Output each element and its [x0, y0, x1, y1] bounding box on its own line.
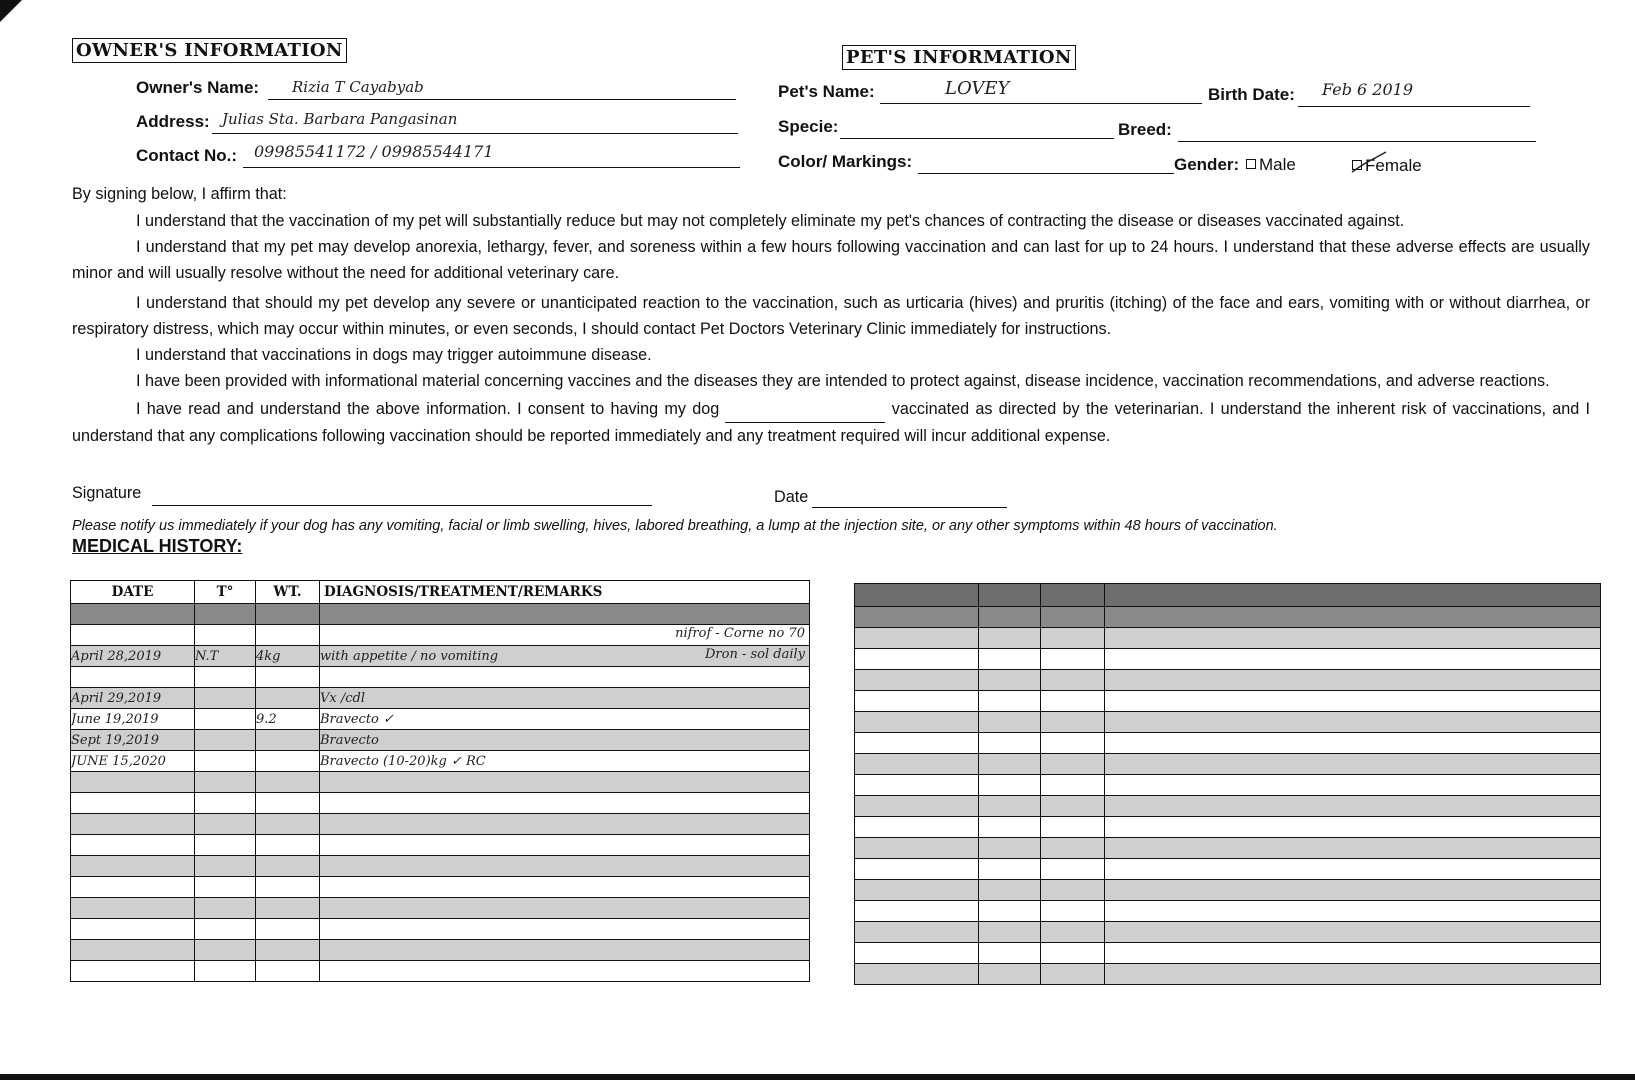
weight-cell[interactable] — [256, 877, 320, 898]
table-row — [71, 898, 810, 919]
temp-cell[interactable] — [195, 919, 256, 940]
pet-name-value[interactable]: LOVEY — [945, 78, 1010, 99]
blank-cell[interactable] — [979, 796, 1041, 817]
blank-cell[interactable] — [1041, 670, 1105, 691]
table-row — [855, 880, 1601, 901]
table-row — [71, 961, 810, 982]
table-row — [71, 646, 810, 667]
table-row — [71, 835, 810, 856]
date-cell[interactable] — [71, 835, 195, 856]
blank-cell[interactable] — [855, 922, 979, 943]
blank-cell[interactable] — [979, 964, 1041, 985]
blank-cell[interactable] — [855, 607, 979, 628]
remarks-cell[interactable]: Vx /cdl — [320, 688, 810, 709]
blank-cell[interactable] — [1041, 838, 1105, 859]
scan-corner — [0, 0, 22, 22]
table-row — [71, 625, 810, 646]
table-row — [855, 670, 1601, 691]
weight-cell[interactable]: 4kg — [256, 646, 320, 667]
temp-cell[interactable] — [195, 793, 256, 814]
consent-p1: I understand that the vaccination of my pet will substantially reduce but may not completely eliminate my pet's chances of contracting the disease or diseases vaccinated against. — [136, 212, 1405, 230]
blank-cell[interactable] — [855, 754, 979, 775]
consent-p6 — [72, 396, 1590, 449]
blank-cell[interactable] — [1105, 628, 1601, 649]
table-row — [855, 733, 1601, 754]
blank-cell[interactable] — [1105, 859, 1601, 880]
date-cell[interactable]: April 28,2019 — [71, 646, 195, 667]
table-row — [71, 751, 810, 772]
weight-cell[interactable] — [256, 625, 320, 646]
consent-p4: I understand that vaccinations in dogs may trigger autoimmune disease. — [136, 346, 652, 364]
table-row — [71, 772, 810, 793]
remarks-cell[interactable] — [320, 604, 810, 625]
table-row — [855, 712, 1601, 733]
blank-cell[interactable] — [855, 943, 979, 964]
blank-cell[interactable] — [979, 670, 1041, 691]
table-row — [71, 730, 810, 751]
blank-cell[interactable] — [1041, 943, 1105, 964]
table-row — [855, 775, 1601, 796]
consent-text — [72, 181, 1590, 449]
col-header-date: DATE — [71, 581, 195, 604]
blank-cell[interactable] — [1041, 880, 1105, 901]
blank-cell[interactable] — [1041, 691, 1105, 712]
col-header-blank — [1041, 584, 1105, 607]
remarks-cell[interactable] — [320, 772, 810, 793]
address-label: Address: — [136, 112, 210, 131]
date-cell[interactable]: JUNE 15,2020 — [71, 751, 195, 772]
col-header-blank — [855, 584, 979, 607]
temp-cell[interactable] — [195, 772, 256, 793]
date-cell[interactable] — [71, 604, 195, 625]
date-cell[interactable]: June 19,2019 — [71, 709, 195, 730]
birth-date-label: Birth Date: — [1208, 85, 1295, 104]
table-row — [71, 940, 810, 961]
table-row — [71, 814, 810, 835]
blank-cell[interactable] — [979, 880, 1041, 901]
date-cell[interactable] — [71, 898, 195, 919]
specie-line — [840, 138, 1114, 139]
blank-cell[interactable] — [979, 922, 1041, 943]
blank-cell[interactable] — [1105, 943, 1601, 964]
blank-cell[interactable] — [855, 838, 979, 859]
blank-cell[interactable] — [1105, 691, 1601, 712]
medical-history-heading: MEDICAL HISTORY: — [72, 536, 243, 556]
weight-cell[interactable] — [256, 751, 320, 772]
pet-name-line — [880, 103, 1202, 104]
gender-male-option[interactable] — [1242, 155, 1296, 175]
temp-cell[interactable] — [195, 709, 256, 730]
remarks-cell[interactable] — [320, 793, 810, 814]
blank-cell[interactable] — [855, 859, 979, 880]
dog-name-blank[interactable] — [725, 396, 885, 423]
remarks-extra-note: Dron - sol daily — [704, 647, 805, 662]
temp-cell[interactable] — [195, 751, 256, 772]
temp-cell[interactable] — [195, 814, 256, 835]
table-row — [855, 817, 1601, 838]
date-cell[interactable] — [71, 772, 195, 793]
blank-cell[interactable] — [855, 733, 979, 754]
date-cell[interactable]: April 29,2019 — [71, 688, 195, 709]
weight-cell[interactable] — [256, 604, 320, 625]
breed-line — [1178, 141, 1536, 142]
remarks-cell[interactable] — [320, 646, 810, 667]
remarks-cell[interactable] — [320, 940, 810, 961]
date-cell[interactable] — [71, 877, 195, 898]
weight-cell[interactable] — [256, 940, 320, 961]
date-label: Date — [774, 488, 809, 506]
gender-label: Gender: — [1174, 155, 1240, 174]
temp-cell[interactable] — [195, 835, 256, 856]
gender-female-option[interactable] — [1348, 156, 1422, 176]
remarks-cell[interactable] — [320, 877, 810, 898]
weight-cell[interactable] — [256, 814, 320, 835]
color-line — [918, 173, 1174, 174]
gender-female-label: Female — [1365, 156, 1422, 175]
blank-cell[interactable] — [1105, 754, 1601, 775]
blank-cell[interactable] — [979, 607, 1041, 628]
table-row — [71, 793, 810, 814]
table-row — [855, 922, 1601, 943]
blank-cell[interactable] — [979, 775, 1041, 796]
blank-cell[interactable] — [855, 796, 979, 817]
color-label: Color/ Markings: — [778, 152, 913, 171]
consent-p6-end: vaccinated as directed by the veterinarian. I understand the inherent risk of vaccinations, and I understand that any complications following vaccination should be reported immediately and any treatment required will incur additional expense. — [72, 400, 1591, 445]
blank-cell[interactable] — [1105, 670, 1601, 691]
contact-label: Contact No.: — [136, 146, 238, 165]
date-cell[interactable] — [71, 961, 195, 982]
blank-cell[interactable] — [855, 691, 979, 712]
weight-cell[interactable] — [256, 667, 320, 688]
date-cell[interactable] — [71, 940, 195, 961]
col-header-blank — [979, 584, 1041, 607]
date-cell[interactable] — [71, 919, 195, 940]
breed-label: Breed: — [1118, 120, 1172, 139]
blank-cell[interactable] — [1041, 733, 1105, 754]
pet-heading: PET'S INFORMATION — [842, 45, 1076, 70]
temp-cell[interactable] — [195, 730, 256, 751]
pet-name-label: Pet's Name: — [778, 82, 875, 101]
table-row — [855, 964, 1601, 985]
remarks-cell[interactable] — [320, 961, 810, 982]
blank-cell[interactable] — [1105, 775, 1601, 796]
owner-name-value[interactable]: Rizia T Cayabyab — [292, 78, 424, 96]
consent-p2: I understand that my pet may develop anorexia, lethargy, fever, and soreness within a few hours following vaccination and can last for up to 24 hours. I understand that these adverse effects are usually minor and will usually resolve without the need for additional veterinary care. — [72, 238, 1590, 282]
col-header-temp: T° — [195, 581, 256, 604]
weight-cell[interactable]: 9.2 — [256, 709, 320, 730]
consent-p3: I understand that should my pet develop any severe or unanticipated reaction to the vaccination, such as urticaria (hives) and pruritis (itching) of the face and ears, vomiting with or without diarrhea, or respiratory distress, which may occur within minutes, or even seconds, I should contact Pet Doctors Veterinary Clinic immediately for instructions. — [72, 294, 1590, 338]
blank-cell[interactable] — [979, 859, 1041, 880]
date-cell[interactable] — [71, 625, 195, 646]
blank-cell[interactable] — [855, 712, 979, 733]
medical-history-table-left — [70, 580, 810, 982]
table-row — [71, 688, 810, 709]
table-row — [855, 901, 1601, 922]
table-row — [855, 607, 1601, 628]
table-row — [71, 856, 810, 877]
contact-value[interactable]: 09985541172 / 09985544171 — [254, 142, 494, 161]
blank-cell[interactable] — [979, 649, 1041, 670]
blank-cell[interactable] — [855, 628, 979, 649]
blank-cell[interactable] — [1041, 859, 1105, 880]
blank-cell[interactable] — [855, 649, 979, 670]
table-row — [71, 604, 810, 625]
table-row — [855, 796, 1601, 817]
blank-cell[interactable] — [1105, 922, 1601, 943]
table-row — [71, 709, 810, 730]
date-cell[interactable] — [71, 667, 195, 688]
blank-cell[interactable] — [1105, 838, 1601, 859]
blank-cell[interactable] — [979, 691, 1041, 712]
owner-heading: OWNER'S INFORMATION — [72, 38, 347, 63]
blank-cell[interactable] — [1105, 880, 1601, 901]
blank-cell[interactable] — [1041, 901, 1105, 922]
date-line[interactable] — [812, 507, 1007, 508]
gender-male-label: Male — [1259, 155, 1296, 174]
temp-cell[interactable] — [195, 625, 256, 646]
gender-male-checkbox[interactable] — [1246, 159, 1256, 169]
temp-cell[interactable] — [195, 898, 256, 919]
weight-cell[interactable] — [256, 919, 320, 940]
temp-cell[interactable] — [195, 667, 256, 688]
blank-cell[interactable] — [1041, 922, 1105, 943]
remarks-cell[interactable] — [320, 856, 810, 877]
col-header-weight: WT. — [256, 581, 320, 604]
remarks-cell[interactable]: Bravecto — [320, 730, 810, 751]
blank-cell[interactable] — [979, 754, 1041, 775]
weight-cell[interactable] — [256, 835, 320, 856]
blank-cell[interactable] — [1041, 817, 1105, 838]
remarks-cell[interactable]: Bravecto (10-20)kg ✓ RC — [320, 751, 810, 772]
blank-cell[interactable] — [1105, 649, 1601, 670]
blank-cell[interactable] — [1105, 733, 1601, 754]
signature-label: Signature — [72, 484, 142, 502]
date-cell[interactable] — [71, 793, 195, 814]
signature-line[interactable] — [152, 505, 652, 506]
weight-cell[interactable] — [256, 793, 320, 814]
remarks-cell[interactable] — [320, 625, 810, 646]
table-row — [855, 859, 1601, 880]
table-row — [855, 649, 1601, 670]
specie-label: Specie: — [778, 117, 839, 136]
consent-p5: I have been provided with informational material concerning vaccines and the diseases they are intended to protect against, disease incidence, vaccination recommendations, and adverse reactions. — [136, 372, 1550, 390]
blank-cell[interactable] — [855, 775, 979, 796]
blank-cell[interactable] — [1105, 964, 1601, 985]
owner-name-line — [268, 99, 736, 100]
scan-edge — [0, 1074, 1635, 1080]
blank-cell[interactable] — [1041, 607, 1105, 628]
table-row — [71, 919, 810, 940]
remarks-cell[interactable] — [320, 835, 810, 856]
blank-cell[interactable] — [979, 712, 1041, 733]
temp-cell[interactable] — [195, 961, 256, 982]
blank-cell[interactable] — [1041, 775, 1105, 796]
blank-cell[interactable] — [1105, 817, 1601, 838]
temp-cell[interactable] — [195, 604, 256, 625]
medical-history-table-right — [854, 583, 1601, 985]
table-row — [855, 691, 1601, 712]
temp-cell[interactable] — [195, 877, 256, 898]
weight-cell[interactable] — [256, 730, 320, 751]
date-cell[interactable] — [71, 814, 195, 835]
remarks-cell[interactable] — [320, 814, 810, 835]
blank-cell[interactable] — [855, 880, 979, 901]
blank-cell[interactable] — [855, 964, 979, 985]
remarks-text: with appetite / no vomiting — [320, 648, 499, 664]
birth-date-value[interactable]: Feb 6 2019 — [1322, 80, 1414, 99]
table-row — [71, 667, 810, 688]
blank-cell[interactable] — [1041, 754, 1105, 775]
remarks-cell[interactable]: Bravecto ✓ — [320, 709, 810, 730]
weight-cell[interactable] — [256, 898, 320, 919]
blank-cell[interactable] — [979, 628, 1041, 649]
table-row — [855, 838, 1601, 859]
table-row — [855, 754, 1601, 775]
blank-cell[interactable] — [855, 670, 979, 691]
blank-cell[interactable] — [1105, 607, 1601, 628]
date-cell[interactable]: Sept 19,2019 — [71, 730, 195, 751]
address-line — [212, 133, 738, 134]
blank-cell[interactable] — [1041, 649, 1105, 670]
birth-date-line — [1298, 106, 1530, 107]
blank-cell[interactable] — [1041, 964, 1105, 985]
blank-cell[interactable] — [1105, 796, 1601, 817]
blank-cell[interactable] — [979, 817, 1041, 838]
contact-line — [243, 167, 740, 168]
address-value[interactable]: Julias Sta. Barbara Pangasinan — [222, 110, 458, 128]
temp-cell[interactable]: N.T — [195, 646, 256, 667]
blank-cell[interactable] — [1041, 628, 1105, 649]
temp-cell[interactable] — [195, 856, 256, 877]
temp-cell[interactable] — [195, 940, 256, 961]
blank-cell[interactable] — [979, 943, 1041, 964]
consent-p6-start: I have read and understand the above information. I consent to having my dog — [136, 400, 720, 418]
consent-intro: By signing below, I affirm that: — [72, 185, 287, 203]
temp-cell[interactable] — [195, 688, 256, 709]
weight-cell[interactable] — [256, 772, 320, 793]
weight-cell[interactable] — [256, 688, 320, 709]
blank-cell[interactable] — [855, 817, 979, 838]
blank-cell[interactable] — [979, 733, 1041, 754]
female-check-mark-icon — [1350, 150, 1390, 178]
col-header-blank — [1105, 584, 1601, 607]
blank-cell[interactable] — [979, 838, 1041, 859]
blank-cell[interactable] — [979, 901, 1041, 922]
blank-cell[interactable] — [1105, 901, 1601, 922]
remarks-cell[interactable] — [320, 919, 810, 940]
remarks-cell[interactable] — [320, 898, 810, 919]
blank-cell[interactable] — [1105, 712, 1601, 733]
remarks-extra-note: nifrof - Corne no 70 — [675, 626, 805, 641]
weight-cell[interactable] — [256, 856, 320, 877]
owner-name-label: Owner's Name: — [136, 78, 260, 97]
blank-cell[interactable] — [1041, 712, 1105, 733]
date-cell[interactable] — [71, 856, 195, 877]
blank-cell[interactable] — [1041, 796, 1105, 817]
blank-cell[interactable] — [855, 901, 979, 922]
table-row — [71, 877, 810, 898]
remarks-cell[interactable] — [320, 667, 810, 688]
notify-note: Please notify us immediately if your dog has any vomiting, facial or limb swelling, hives, labored breathing, a lump at the injection site, or any other symptoms within 48 hours of vaccination. — [72, 518, 1278, 534]
weight-cell[interactable] — [256, 961, 320, 982]
col-header-remarks: DIAGNOSIS/TREATMENT/REMARKS — [320, 581, 810, 604]
table-row — [855, 628, 1601, 649]
table-row — [855, 943, 1601, 964]
